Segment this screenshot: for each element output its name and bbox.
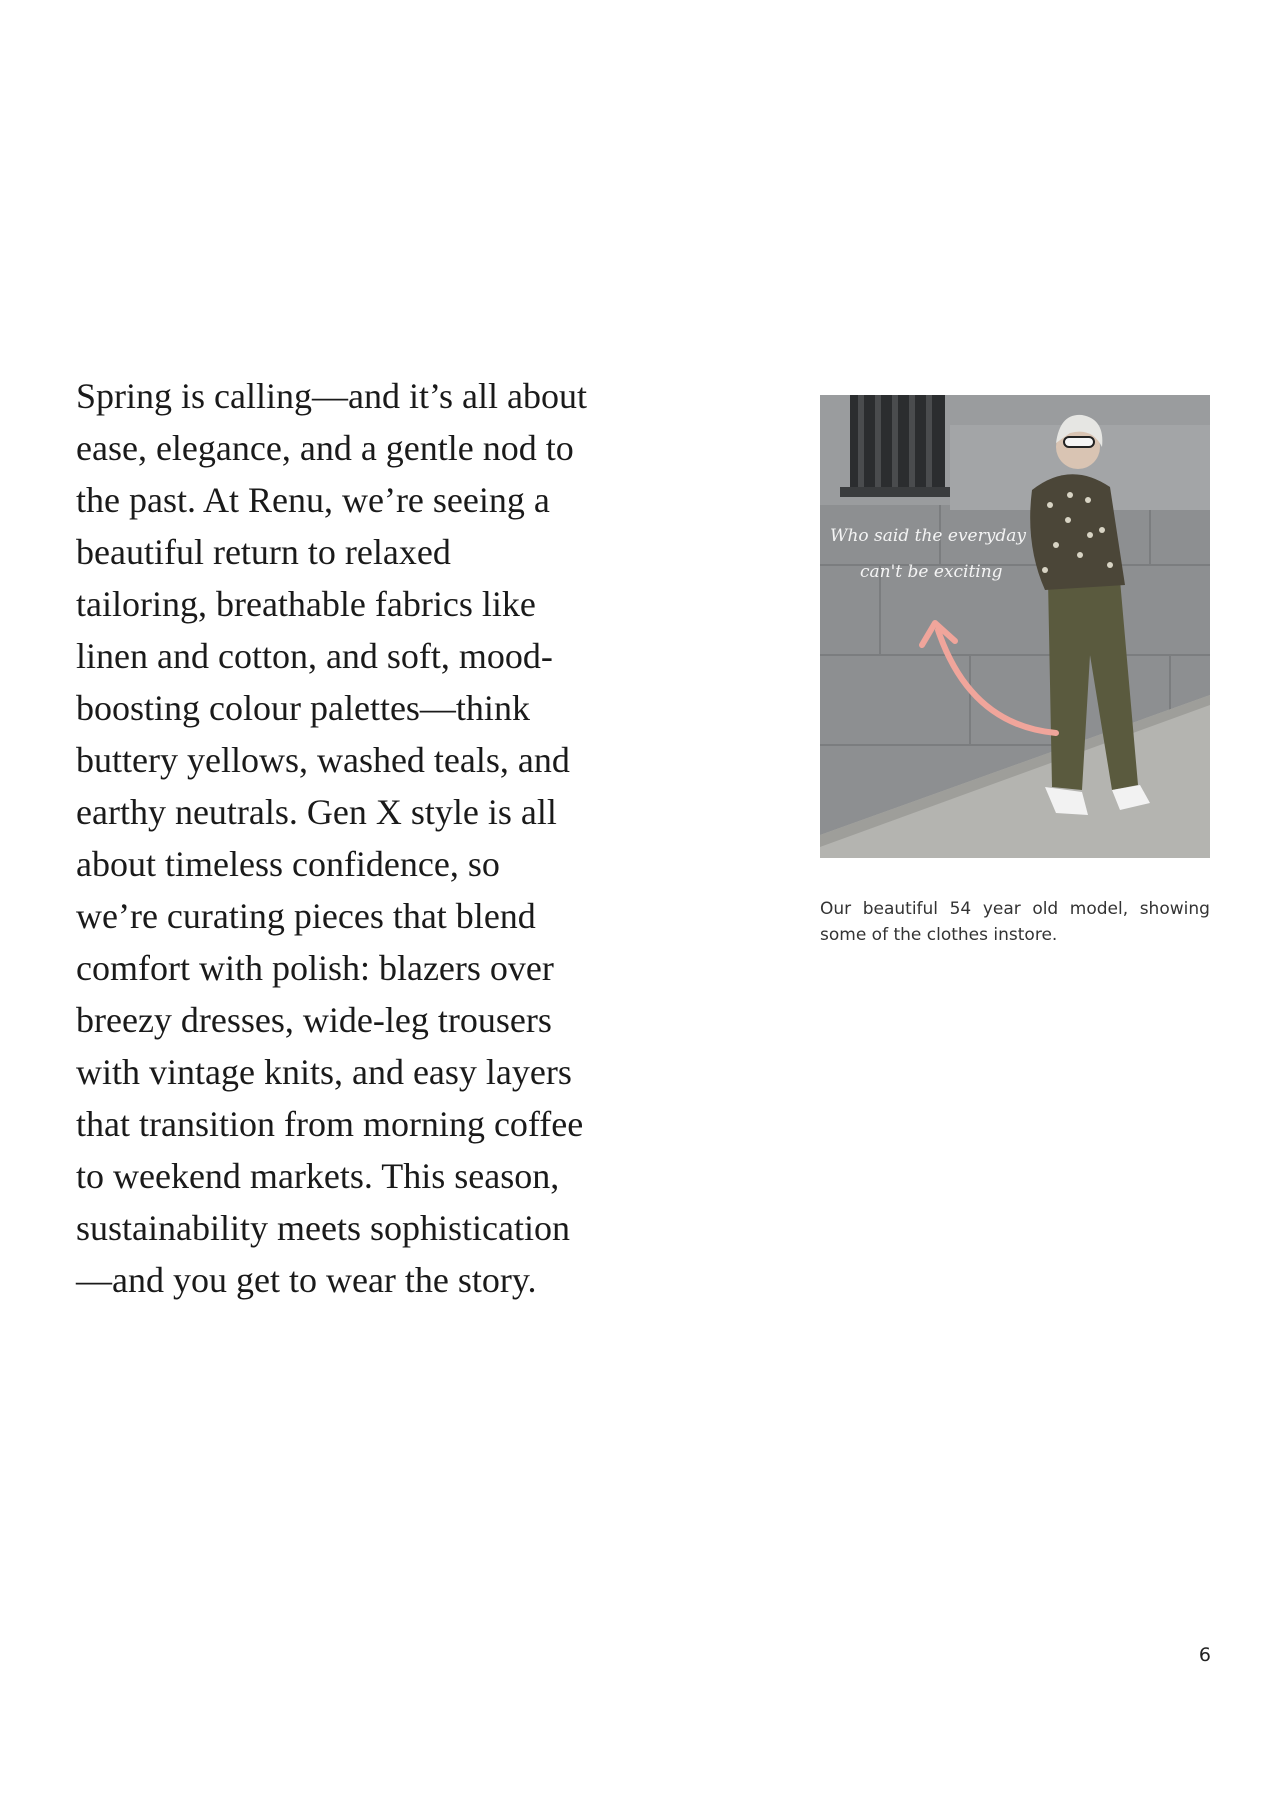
article-line: breezy dresses, wide-leg trousers	[76, 1000, 552, 1040]
page-number: 6	[1198, 1644, 1211, 1666]
caption-line-1	[820, 896, 1210, 922]
article-line: about timeless confidence, so	[76, 844, 500, 884]
article-line: Spring is calling—and it’s all about	[76, 376, 587, 416]
article-line: linen and cotton, and soft, mood-	[76, 636, 553, 676]
caption-word: model,	[1069, 899, 1129, 919]
caption-word: showing	[1139, 899, 1210, 919]
caption-word: old	[1032, 899, 1059, 919]
model-photo-illustration	[820, 395, 1210, 858]
photo-caption	[820, 896, 1210, 948]
article-line: ease, elegance, and a gentle nod to	[76, 428, 574, 468]
article-line: boosting colour palettes—think	[76, 688, 530, 728]
article-line: with vintage knits, and easy layers	[76, 1052, 572, 1092]
overlay-text-line2: can't be exciting	[860, 562, 1003, 582]
caption-word: Our	[820, 899, 852, 919]
caption-word: beautiful	[862, 899, 939, 919]
article-body	[76, 370, 636, 1306]
article-line: that transition from morning coffee	[76, 1104, 584, 1144]
model-photo	[820, 395, 1210, 858]
article-line: we’re curating pieces that blend	[76, 896, 536, 936]
article-line: tailoring, breathable fabrics like	[76, 584, 536, 624]
caption-line-2: some of the clothes instore.	[820, 925, 1058, 945]
article-line: comfort with polish: blazers over	[76, 948, 554, 988]
caption-word: year	[982, 899, 1021, 919]
article-line: buttery yellows, washed teals, and	[76, 740, 570, 780]
article-line: to weekend markets. This season,	[76, 1156, 560, 1196]
article-line: the past. At Renu, we’re seeing a	[76, 480, 550, 520]
article-line: earthy neutrals. Gen X style is all	[76, 792, 557, 832]
article-line: —and you get to wear the story.	[76, 1260, 537, 1300]
article-line: beautiful return to relaxed	[76, 532, 451, 572]
article-line: sustainability meets sophistication	[76, 1208, 570, 1248]
caption-word: 54	[949, 899, 972, 919]
overlay-text-line1: Who said the everyday	[830, 526, 1026, 546]
